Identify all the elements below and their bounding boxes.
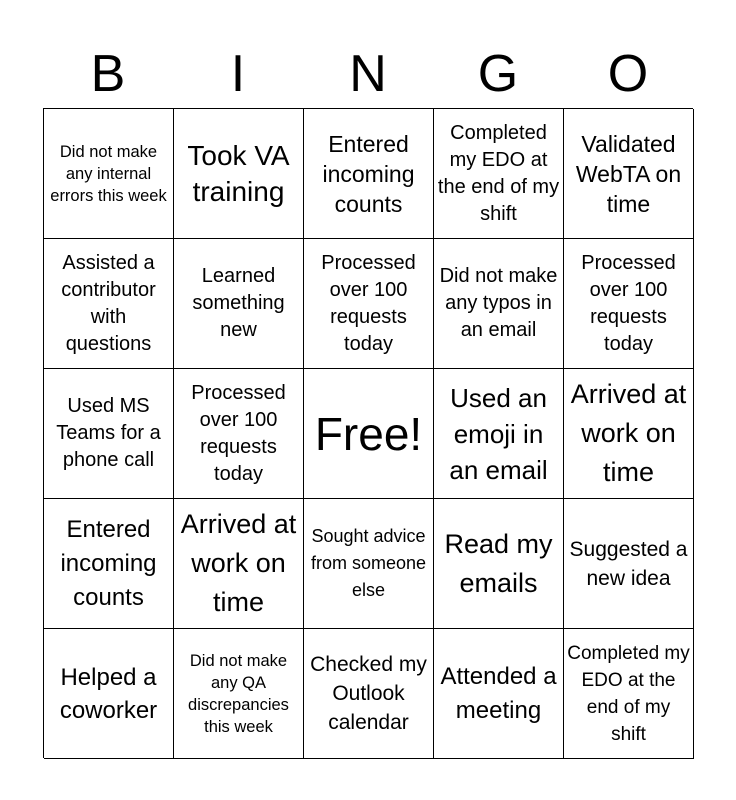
bingo-cell-1-1[interactable] [44,109,174,239]
bingo-cell-3-5[interactable] [564,369,694,499]
bingo-cell-1-4[interactable] [434,109,564,239]
cell-text: Entered incoming counts [322,130,415,217]
cell-text: Arrived at work on time [570,379,687,487]
bingo-cell-5-2[interactable] [174,629,304,759]
header-letter-n: N [349,45,387,103]
cell-text: Processed over 100 requests today [191,381,286,485]
cell-text: Suggested a new idea [569,537,688,590]
cell-text: Took VA training [187,139,290,207]
bingo-cell-5-3[interactable] [304,629,434,759]
cell-text: Attended a meeting [440,662,557,724]
bingo-header [43,44,693,104]
bingo-cell-3-4[interactable] [434,369,564,499]
cell-text: Completed my EDO at the end of my shift [567,642,690,745]
cell-text: Did not make any internal errors this week [50,142,167,205]
bingo-cell-5-5[interactable] [564,629,694,759]
bingo-cell-free[interactable] [304,369,434,499]
header-letter-g: G [477,45,519,103]
cell-text: Processed over 100 requests today [321,251,416,355]
header-letter-o: O [607,45,649,103]
bingo-cell-4-5[interactable] [564,499,694,629]
cell-text: Assisted a contributor with questions [61,251,156,355]
cell-text: Entered incoming counts [60,515,157,611]
bingo-cell-4-1[interactable] [44,499,174,629]
bingo-cell-2-2[interactable] [174,239,304,369]
header-letter-i: I [230,45,246,103]
bingo-cell-2-5[interactable] [564,239,694,369]
cell-text: Did not make any QA discrepancies this week [188,651,289,736]
cell-text: Used an emoji in an email [449,382,548,485]
cell-text: Processed over 100 requests today [581,251,676,355]
bingo-cell-2-1[interactable] [44,239,174,369]
cell-text: Completed my EDO at the end of my shift [437,121,560,225]
bingo-cell-3-2[interactable] [174,369,304,499]
bingo-cell-2-4[interactable] [434,239,564,369]
bingo-cell-5-4[interactable] [434,629,564,759]
cell-text: Validated WebTA on time [575,130,682,217]
cell-text: Read my emails [444,528,553,598]
cell-text: Helped a coworker [59,663,158,724]
bingo-cell-1-2[interactable] [174,109,304,239]
bingo-cell-2-3[interactable] [304,239,434,369]
bingo-cell-1-5[interactable] [564,109,694,239]
cell-text: Used MS Teams for a phone call [56,395,161,471]
cell-text: Did not make any typos in an email [439,265,558,341]
bingo-cell-5-1[interactable] [44,629,174,759]
free-space-text: Free! [314,407,423,460]
cell-text: Arrived at work on time [180,509,297,617]
bingo-cell-4-2[interactable] [174,499,304,629]
bingo-cell-4-3[interactable] [304,499,434,629]
bingo-cell-3-1[interactable] [44,369,174,499]
bingo-cell-4-4[interactable] [434,499,564,629]
cell-text: Learned something new [192,265,285,341]
bingo-cell-1-3[interactable] [304,109,434,239]
cell-text: Sought advice from someone else [310,526,427,600]
bingo-board [43,108,693,758]
cell-text: Checked my Outlook calendar [310,653,427,734]
header-letter-b: B [90,45,126,103]
